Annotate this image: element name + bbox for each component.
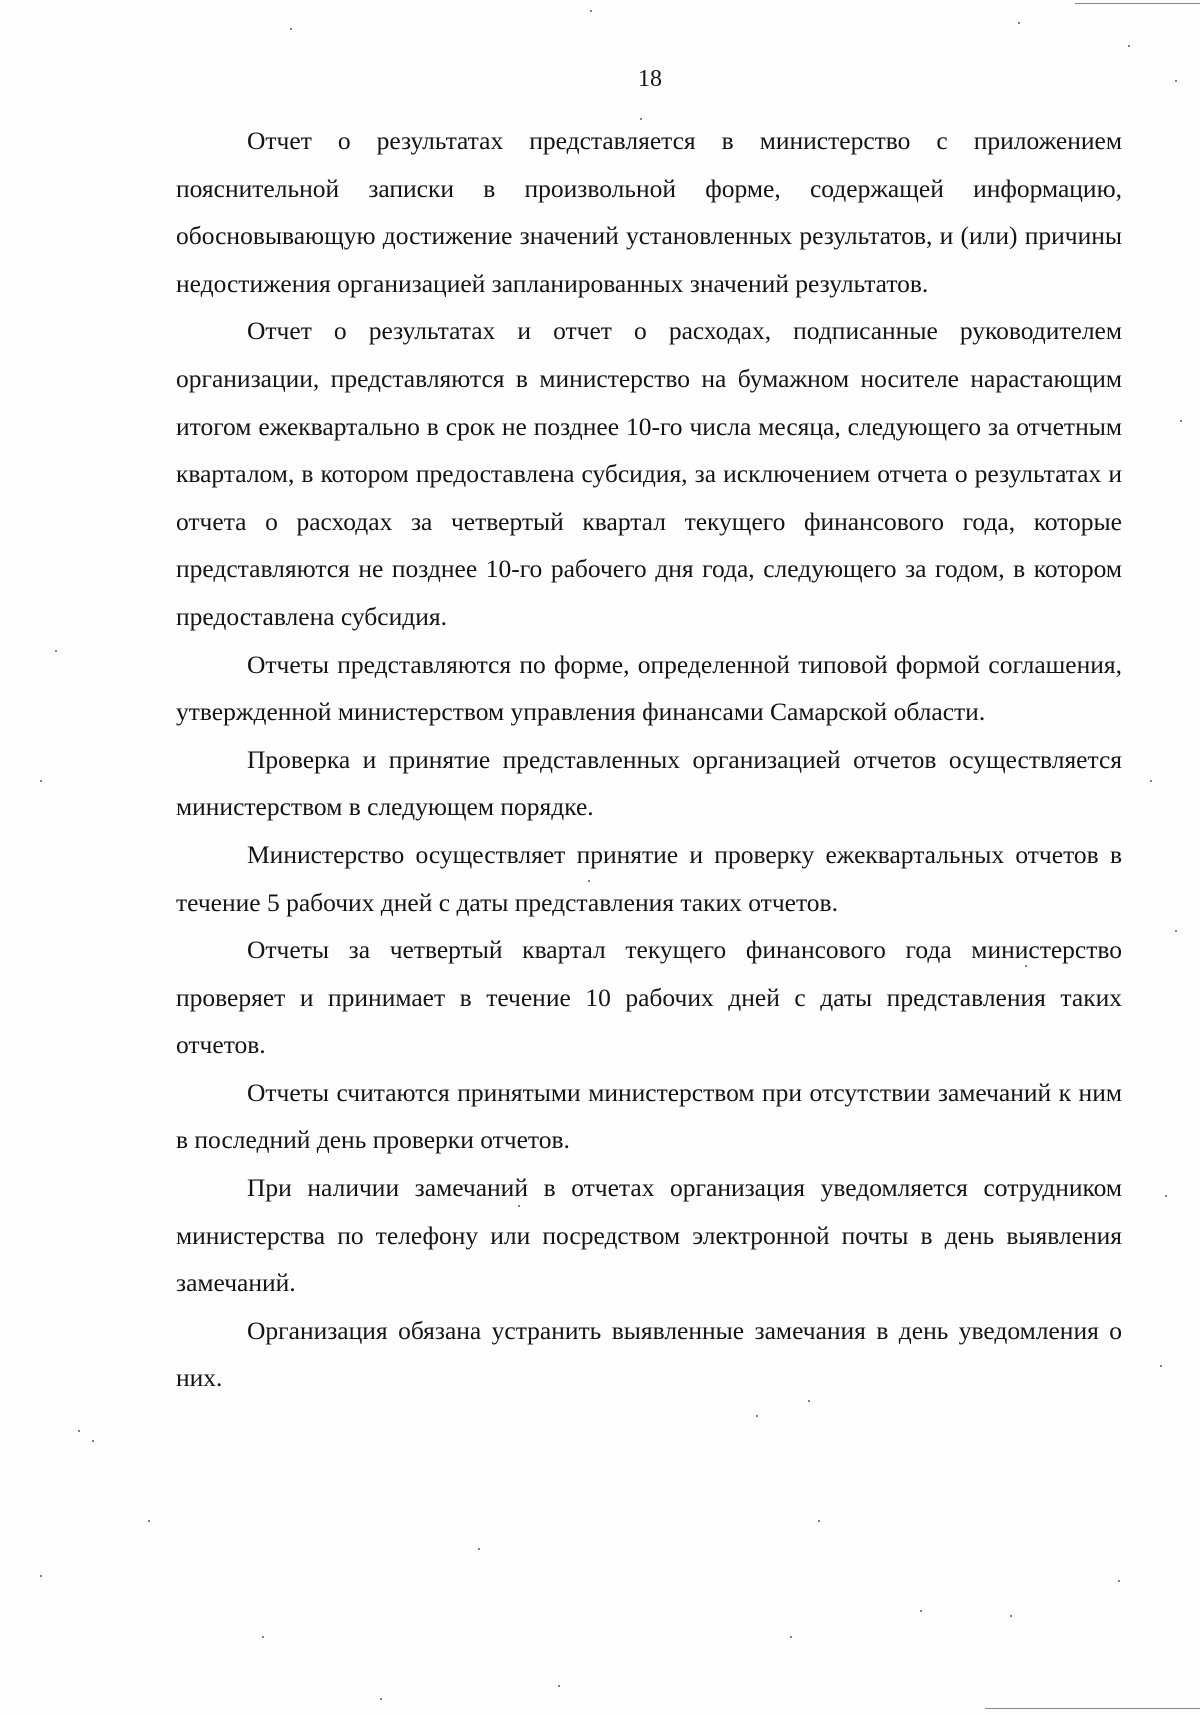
scan-speck bbox=[78, 1430, 80, 1432]
paragraph-report-submission: Отчет о результатах представляется в министерство с приложением пояснительной записки в произвольной форме, содержащей информацию, обосновывающую достижение значений установленных результатов, и (или) причины недостижения организацией запланированных значений результатов. bbox=[176, 126, 1122, 298]
scan-speck bbox=[558, 1685, 560, 1687]
scan-speck bbox=[1018, 22, 1020, 24]
scan-speck bbox=[640, 118, 642, 120]
paragraph-fourth-quarter-check: Отчеты за четвертый квартал текущего финансового года министерство проверяет и принимает в течение 10 рабочих дней с даты представления таких отчетов. bbox=[176, 935, 1122, 1060]
scan-speck bbox=[588, 880, 590, 882]
page-number: 18 bbox=[638, 66, 662, 92]
scan-speck bbox=[1025, 965, 1027, 967]
scan-speck bbox=[1175, 80, 1177, 82]
scan-speck bbox=[40, 780, 42, 782]
scan-edge-bottom bbox=[985, 1708, 1200, 1709]
scan-speck bbox=[1128, 45, 1130, 47]
scan-speck bbox=[40, 1575, 42, 1577]
paragraph-report-form: Отчеты представляются по форме, определенной типовой формой соглашения, утвержденной министерством управления финансами Самарской области. bbox=[176, 649, 1122, 727]
scan-speck bbox=[1165, 1195, 1167, 1197]
scan-speck bbox=[1175, 930, 1177, 932]
paragraph-verification-order: Проверка и принятие представленных организацией отчетов осуществляется министерством в следующем порядке. bbox=[176, 744, 1122, 822]
scan-speck bbox=[478, 1548, 480, 1550]
scan-speck bbox=[262, 1636, 264, 1638]
scan-speck bbox=[818, 1520, 820, 1522]
paragraph-remarks-correction: Организация обязана устранить выявленные замечания в день уведомления о них. bbox=[176, 1315, 1122, 1393]
scan-speck bbox=[1010, 1615, 1012, 1617]
scan-speck bbox=[148, 1520, 150, 1522]
scan-speck bbox=[920, 1610, 922, 1612]
scan-speck bbox=[380, 1698, 382, 1700]
paragraph-quarterly-check: Министерство осуществляет принятие и проверку ежеквартальных отчетов в течение 5 рабочих дней с даты представления таких отчетов. bbox=[176, 839, 1122, 917]
scan-speck bbox=[1180, 420, 1182, 422]
scan-edge-top bbox=[1075, 3, 1200, 4]
scan-speck bbox=[808, 1400, 810, 1402]
scan-speck bbox=[1118, 1580, 1120, 1582]
scan-speck bbox=[1160, 1365, 1162, 1367]
scan-speck bbox=[790, 1636, 792, 1638]
paragraph-report-deadlines: Отчет о результатах и отчет о расходах, подписанные руководителем организации, представляются в министерство на бумажном носителе нарастающим итогом ежеквартально в срок не позднее 10-го числа месяца, следующего за отчетным кварталом, в котором предоставлена субсидия, за исключением отчета о результатах и отчета о расходах за четвертый квартал текущего финансового года, которые представляются не позднее 10-го рабочего дня года, следующего за годом, в котором предоставлена субсидия. bbox=[176, 316, 1122, 631]
paragraph-remarks-notification: При наличии замечаний в отчетах организация уведомляется сотрудником министерства по телефону или посредством электронной почты в день выявления замечаний. bbox=[176, 1173, 1122, 1298]
scan-speck bbox=[92, 1440, 94, 1442]
scan-speck bbox=[1150, 780, 1152, 782]
scan-speck bbox=[756, 1415, 758, 1417]
scan-speck bbox=[55, 650, 57, 652]
scan-speck bbox=[590, 10, 592, 12]
scan-speck bbox=[290, 28, 292, 30]
scan-speck bbox=[518, 1205, 520, 1207]
document-body bbox=[176, 117, 1122, 1402]
paragraph-acceptance: Отчеты считаются принятыми министерством при отсутствии замечаний к ним в последний день проверки отчетов. bbox=[176, 1077, 1122, 1155]
